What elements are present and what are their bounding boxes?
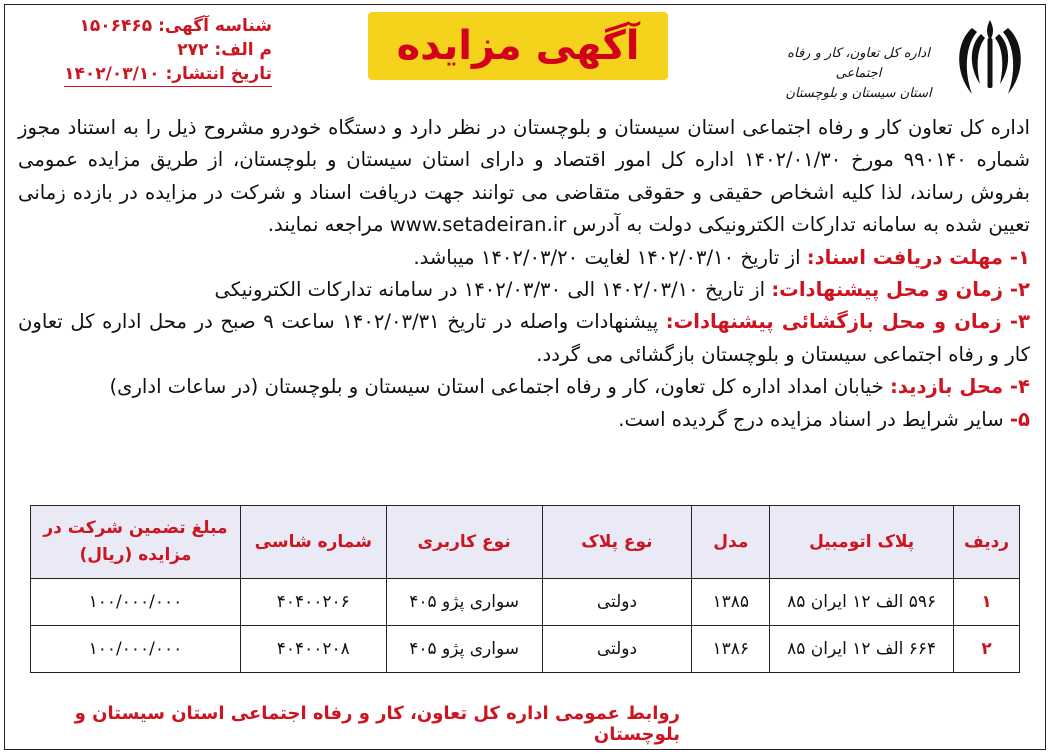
col-header-chassis: شماره شاسی: [240, 506, 386, 579]
col-header-row-no: ردیف: [954, 506, 1020, 579]
ad-body: [18, 112, 1030, 436]
item-3-title: ۳- زمان و محل بازگشائی پیشنهادات:: [665, 310, 1030, 334]
col-header-usage-type: نوع کاربری: [386, 506, 542, 579]
ad-title: آگهی مزایده: [396, 23, 640, 69]
footer-signature: روابط عمومی اداره کل تعاون، کار و رفاه اجتماعی استان سیستان و بلوچستان: [74, 703, 680, 745]
item-1-title: ۱- مهلت دریافت اسناد:: [806, 245, 1030, 269]
item-1: [18, 242, 1030, 274]
item-4-text: خیابان امداد اداره کل تعاون، کار و رفاه اجتماعی استان سیستان و بلوچستان (در ساعات اداری): [109, 375, 884, 399]
cell-model: ۱۳۸۶: [692, 626, 770, 673]
cell-chassis: ۴۰۴۰۰۲۰۸: [240, 626, 386, 673]
item-4: [18, 371, 1030, 403]
org-name-line1: اداره کل تعاون، کار و رفاه اجتماعی: [787, 46, 930, 81]
cell-chassis: ۴۰۴۰۰۲۰۶: [240, 579, 386, 626]
col-header-plate-type: نوع پلاک: [542, 506, 692, 579]
col-header-model: مدل: [692, 506, 770, 579]
publish-date: تاریخ انتشار: ۱۴۰۲/۰۳/۱۰: [64, 62, 272, 87]
iran-emblem-icon: [950, 14, 1030, 100]
item-2-text: از تاریخ ۱۴۰۲/۰۳/۱۰ الی ۱۴۰۲/۰۳/۳۰ در سامانه تدارکات الکترونیکی: [214, 278, 766, 302]
ad-header: [0, 0, 1050, 112]
cell-plate: ۵۹۶ الف ۱۲ ایران ۸۵: [770, 579, 954, 626]
cell-row-no: ۱: [954, 579, 1020, 626]
col-header-guarantee: مبلغ تضمین شرکت در مزایده (ریال): [31, 506, 241, 579]
org-logo: [775, 14, 1030, 100]
cell-plate-type: دولتی: [542, 579, 692, 626]
table-row: [31, 626, 1020, 673]
item-5-text: سایر شرایط در اسناد مزایده درج گردیده است.: [618, 407, 1004, 431]
website-link[interactable]: www.setadeiran.ir: [389, 213, 567, 237]
cell-usage-type: سواری پژو ۴۰۵: [386, 626, 542, 673]
intro-text: اداره کل تعاون کار و رفاه اجتماعی استان سیستان و بلوچستان در نظر دارد و دستگاه خودرو مشروح ذیل را به استناد مجوز شماره ۹۹۰۱۴۰ مورخ ۱۴۰۲/۰۱/۳۰ اداره کل امور اقتصاد و دارای استان سیستان و بلوچستان، از طریق مزایده عمومی بفروش رساند، لذا کلیه اشخاص حقیقی و حقوقی متقاضی می توانند جهت دریافت اسناد و شرکت در مزایده در بازده زمانی تعیین شده به سامانه تدارکات الکترونیکی دولت به آدرس: [18, 116, 1031, 237]
cell-guarantee: ۱۰۰/۰۰۰/۰۰۰: [31, 626, 241, 673]
ad-title-box: [368, 12, 668, 80]
table-header-row: [31, 506, 1020, 579]
item-1-text: از تاریخ ۱۴۰۲/۰۳/۱۰ لغایت ۱۴۰۲/۰۳/۲۰ میباشد.: [413, 245, 801, 269]
cell-guarantee: ۱۰۰/۰۰۰/۰۰۰: [31, 579, 241, 626]
ad-id: شناسه آگهی: ۱۵۰۶۴۶۵: [79, 16, 272, 36]
ad-m-alef: م الف: ۲۷۲: [177, 40, 272, 60]
item-3-text: پیشنهادات واصله در تاریخ ۱۴۰۲/۰۳/۳۱ ساعت ۹ صبح در محل اداره کل تعاون کار و رفاه اجتماعی سیستان و بلوچستان بازگشائی می گردد.: [18, 310, 1030, 366]
intro-paragraph: [18, 112, 1030, 242]
vehicles-table: [30, 505, 1020, 673]
org-name: [775, 44, 942, 104]
cell-plate-type: دولتی: [542, 626, 692, 673]
item-5: [18, 404, 1030, 436]
cell-model: ۱۳۸۵: [692, 579, 770, 626]
cell-usage-type: سواری پژو ۴۰۵: [386, 579, 542, 626]
intro-end: مراجعه نمایند.: [267, 213, 384, 237]
cell-plate: ۶۶۴ الف ۱۲ ایران ۸۵: [770, 626, 954, 673]
table-row: [31, 579, 1020, 626]
item-2: [18, 274, 1030, 306]
col-header-plate: پلاک اتومبیل: [770, 506, 954, 579]
cell-row-no: ۲: [954, 626, 1020, 673]
item-5-title: ۵-: [1009, 407, 1030, 431]
item-2-title: ۲- زمان و محل پیشنهادات:: [771, 278, 1030, 302]
ad-meta: [22, 14, 272, 87]
item-4-title: ۴- محل بازدید:: [889, 375, 1030, 399]
org-name-line2: استان سیستان و بلوچستان: [785, 86, 932, 101]
item-3: [18, 306, 1030, 371]
